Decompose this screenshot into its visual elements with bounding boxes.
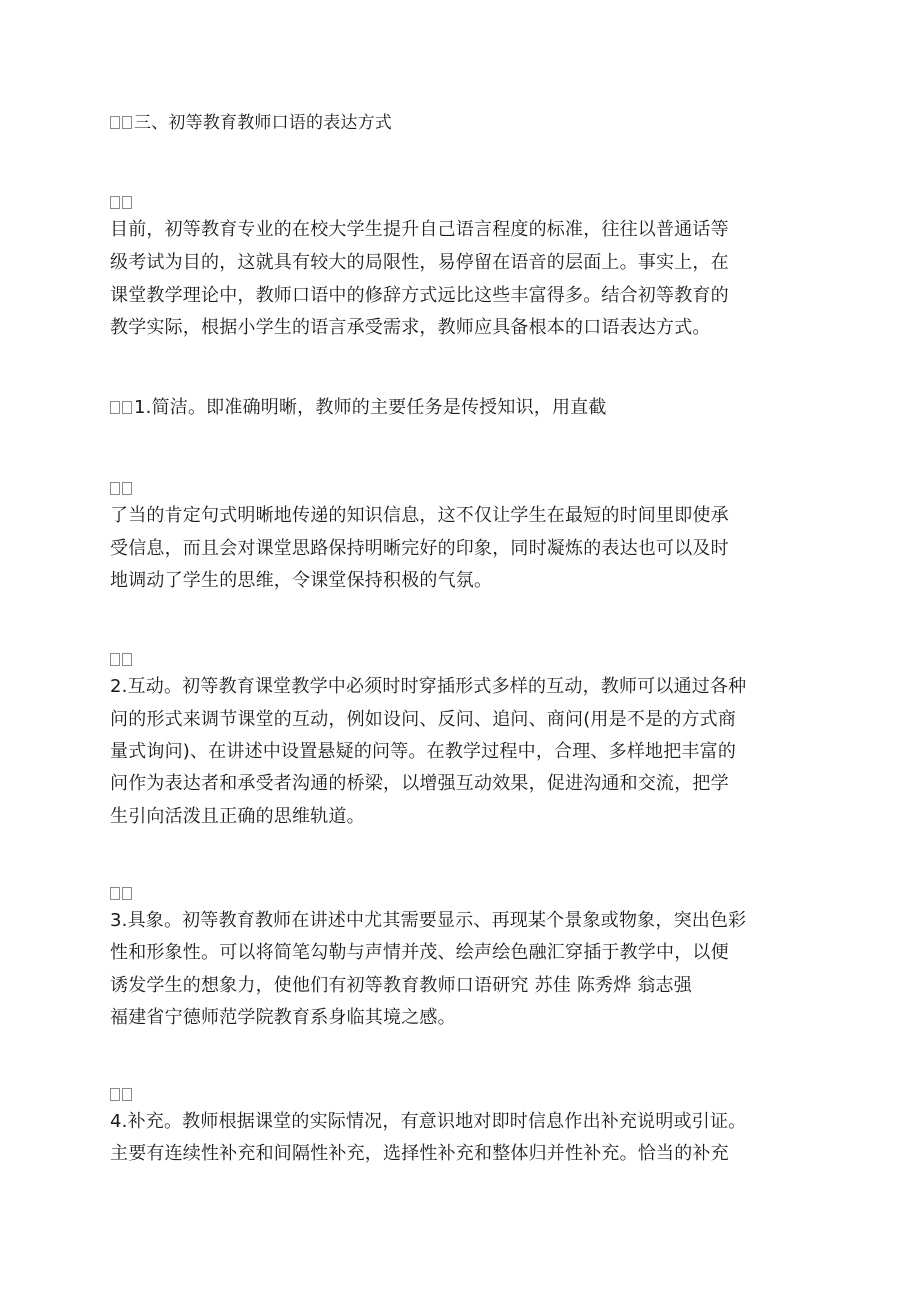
paragraph-line: 课堂教学理论中，教师口语中的修辞方式远比这些丰富得多。结合初等教育的 bbox=[110, 285, 729, 306]
missing-glyph-box bbox=[110, 887, 120, 900]
paragraph-marker bbox=[110, 650, 134, 670]
paragraph-marker bbox=[110, 884, 134, 904]
missing-glyph-box bbox=[110, 1088, 120, 1101]
paragraph-line: 地调动了学生的思维，令课堂保持积极的气氛。 bbox=[110, 570, 493, 591]
paragraph-line: 性和形象性。可以将简笔勾勒与声情并茂、绘声绘色融汇穿插于教学中，以便 bbox=[110, 942, 729, 963]
missing-glyph-box bbox=[110, 653, 120, 666]
paragraph-line: 量式询问)、在讲述中设置悬疑的问等。在教学过程中，合理、多样地把丰富的 bbox=[110, 741, 737, 762]
paragraph-line: 受信息，而且会对课堂思路保持明晰完好的印象，同时凝炼的表达也可以及时 bbox=[110, 538, 729, 559]
section-heading-text: 三、初等教育教师口语的表达方式 bbox=[134, 113, 392, 133]
missing-glyph-box bbox=[110, 482, 120, 495]
missing-glyph-box bbox=[110, 401, 120, 414]
paragraph-line: 问作为表达者和承受者沟通的桥梁，以增强互动效果，促进沟通和交流，把学 bbox=[110, 773, 729, 794]
missing-glyph-box bbox=[110, 116, 120, 129]
paragraph-line: 4.补充。教师根据课堂的实际情况，有意识地对即时信息作出补充说明或引证。 bbox=[110, 1111, 747, 1132]
paragraph-marker bbox=[110, 193, 134, 213]
paragraph-line: 诱发学生的想象力，使他们有初等教育教师口语研究 苏佳 陈秀烨 翁志强 bbox=[110, 975, 692, 996]
section-heading bbox=[110, 108, 830, 138]
paragraph-line: 2.互动。初等教育课堂教学中必须时时穿插形式多样的互动，教师可以通过各种 bbox=[110, 676, 747, 697]
paragraph-marker bbox=[110, 479, 134, 499]
missing-glyph-box bbox=[122, 653, 132, 666]
paragraph-line: 主要有连续性补充和间隔性补充，选择性补充和整体归并性补充。恰当的补充 bbox=[110, 1143, 729, 1164]
paragraph-line bbox=[110, 393, 830, 423]
paragraph-line: 福建省宁德师范学院教育系身临其境之感。 bbox=[110, 1007, 456, 1028]
paragraph-line: 级考试为目的，这就具有较大的局限性，易停留在语音的层面上。事实上，在 bbox=[110, 252, 729, 273]
paragraph-line: 3.具象。初等教育教师在讲述中尤其需要显示、再现某个景象或物象，突出色彩 bbox=[110, 910, 747, 931]
paragraph-line: 教学实际，根据小学生的语言承受需求，教师应具备根本的口语表达方式。 bbox=[110, 317, 711, 338]
paragraph-line: 问的形式来调节课堂的互动，例如设问、反问、追问、商问(用是不是的方式商 bbox=[110, 709, 737, 730]
missing-glyph-box bbox=[122, 482, 132, 495]
paragraph-marker bbox=[110, 1085, 134, 1105]
missing-glyph-box bbox=[122, 116, 132, 129]
paragraph-line-text: 1.简洁。即准确明晰，教师的主要任务是传授知识，用直截 bbox=[134, 397, 607, 418]
missing-glyph-box bbox=[122, 196, 132, 209]
paragraph-line: 生引向活泼且正确的思维轨道。 bbox=[110, 806, 365, 827]
paragraph-line: 了当的肯定句式明晰地传递的知识信息，这不仅让学生在最短的时间里即使承 bbox=[110, 505, 729, 526]
missing-glyph-box bbox=[122, 887, 132, 900]
missing-glyph-box bbox=[122, 1088, 132, 1101]
missing-glyph-box bbox=[110, 196, 120, 209]
paragraph-line: 目前，初等教育专业的在校大学生提升自己语言程度的标准，往往以普通话等 bbox=[110, 219, 729, 240]
missing-glyph-box bbox=[122, 401, 132, 414]
